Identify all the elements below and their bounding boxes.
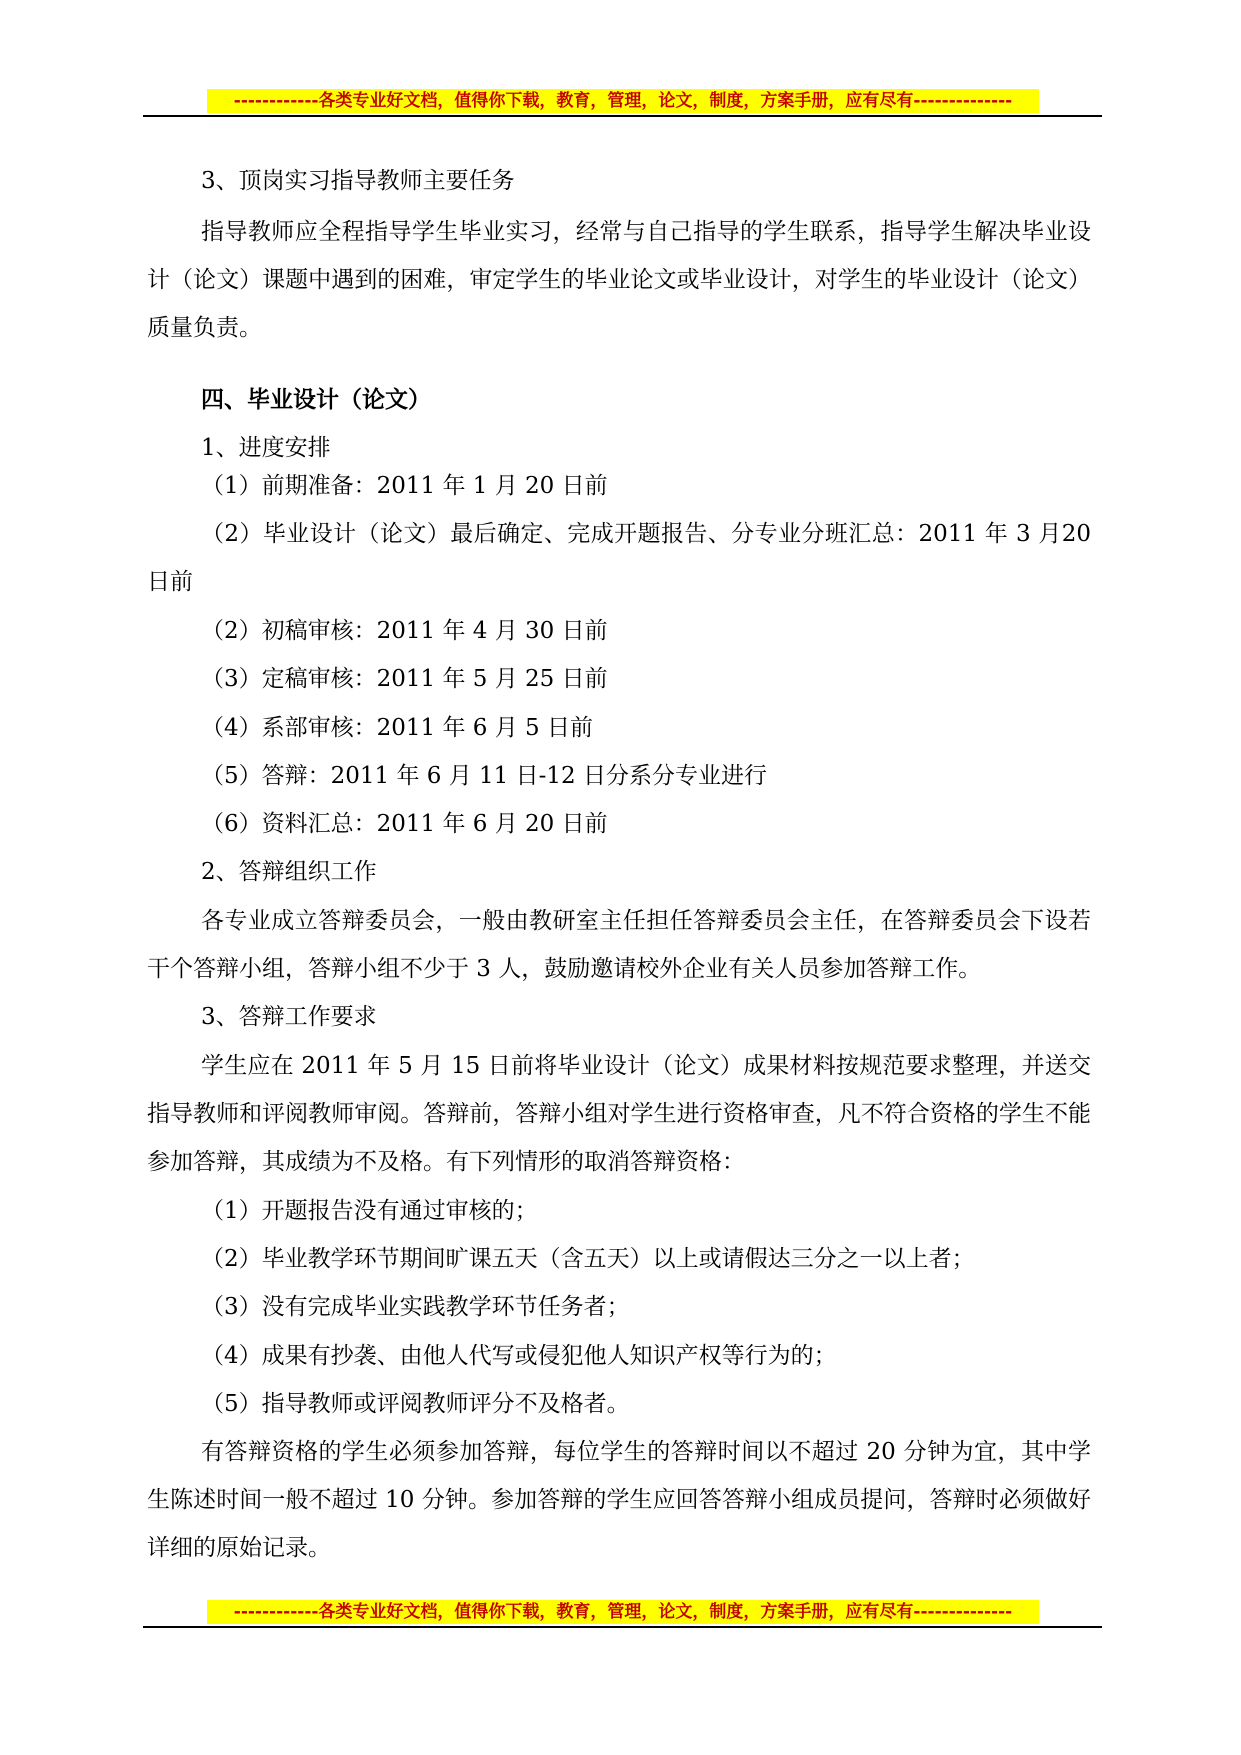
heading-4: 四、毕业设计（论文） [201, 387, 431, 413]
cancel-item: （4）成果有抄袭、由他人代写或侵犯他人知识产权等行为的； [201, 1343, 837, 1369]
schedule-item: （6）资料汇总：2011 年 6 月 20 日前 [201, 811, 608, 837]
defense-org-paragraph: 各专业成立答辩委员会，一般由教研室主任担任答辩委员会主任，在答辩委员会下设若干个答辩小组，答辩小组不少于 3 人，鼓励邀请校外企业有关人员参加答辩工作。 [147, 908, 1091, 982]
header-banner: ------------各类专业好文档，值得你下载，教育，管理，论文，制度，方案手册，应有尽有-------------- [207, 89, 1039, 113]
cancel-item: （2）毕业教学环节期间旷课五天（含五天）以上或请假达三分之一以上者； [201, 1246, 975, 1272]
footer-banner: ------------各类专业好文档，值得你下载，教育，管理，论文，制度，方案手册，应有尽有-------------- [207, 1600, 1039, 1624]
schedule-item: （1）前期准备：2011 年 1 月 20 日前 [201, 473, 608, 499]
footer-rule [143, 1626, 1102, 1628]
cancel-item: （5）指导教师或评阅教师评分不及格者。 [201, 1391, 630, 1417]
defense-org-title: 2、答辩组织工作 [201, 859, 377, 885]
final-paragraph: 有答辩资格的学生必须参加答辩，每位学生的答辩时间以不超过 20 分钟为宜，其中学生陈述时间一般不超过 10 分钟。参加答辩的学生应回答答辩小组成员提问，答辩时必须做好详细的原始记录。 [147, 1439, 1091, 1561]
section-3-title: 3、顶岗实习指导教师主要任务 [201, 168, 515, 194]
cancel-item: （1）开题报告没有通过审核的； [201, 1198, 538, 1224]
schedule-item: （5）答辩：2011 年 6 月 11 日-12 日分系分专业进行 [201, 763, 767, 789]
defense-req-title: 3、答辩工作要求 [201, 1004, 377, 1030]
schedule-item: （2）毕业设计（论文）最后确定、完成开题报告、分专业分班汇总：2011 年 3 月20 日前 [147, 521, 1091, 595]
defense-req-paragraph: 学生应在 2011 年 5 月 15 日前将毕业设计（论文）成果材料按规范要求整理，并送交指导教师和评阅教师审阅。答辩前，答辩小组对学生进行资格审查，凡不符合资格的学生不能参加答辩，其成绩为不及格。有下列情形的取消答辩资格： [147, 1053, 1091, 1175]
schedule-item: （3）定稿审核：2011 年 5 月 25 日前 [201, 666, 608, 692]
schedule-item: （4）系部审核：2011 年 6 月 5 日前 [201, 715, 593, 741]
cancel-item: （3）没有完成毕业实践教学环节任务者； [201, 1294, 630, 1320]
schedule-item: （2）初稿审核：2011 年 4 月 30 日前 [201, 618, 608, 644]
schedule-title: 1、进度安排 [201, 435, 331, 461]
header-rule [143, 115, 1102, 117]
section-3-paragraph: 指导教师应全程指导学生毕业实习，经常与自己指导的学生联系，指导学生解决毕业设计（论文）课题中遇到的困难，审定学生的毕业论文或毕业设计，对学生的毕业设计（论文）质量负责。 [147, 219, 1091, 341]
